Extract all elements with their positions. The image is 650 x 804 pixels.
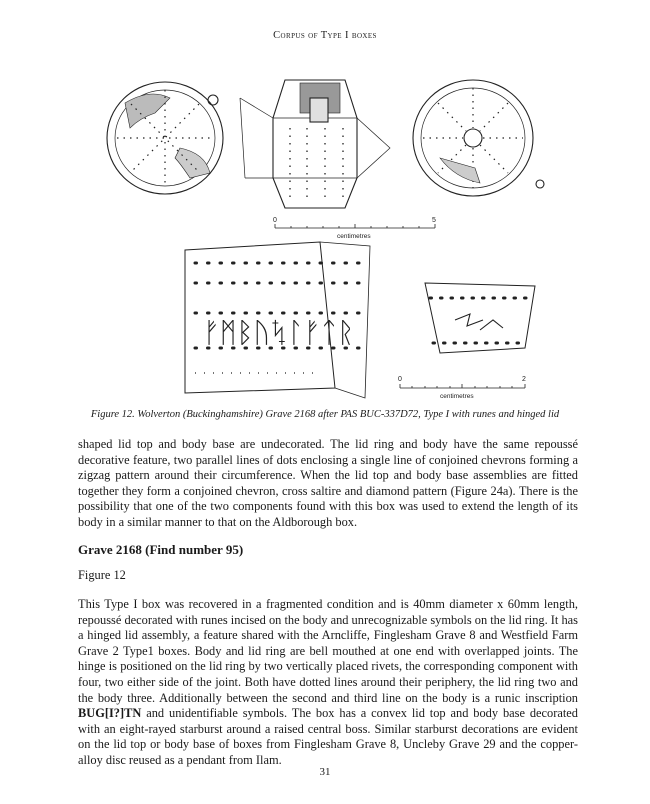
running-head: Corpus of Type I boxes: [273, 30, 377, 41]
scale-bottom-start: 0: [398, 376, 402, 383]
scale-bar-top: [273, 217, 436, 240]
scale-top-end: 5: [432, 217, 436, 224]
runic-transliteration: BUG[I?]TN: [78, 706, 142, 721]
figure-reference: Figure 12: [78, 568, 126, 582]
lid-ring-fragment-drawing: [425, 283, 535, 353]
figure-caption: Figure 12. Wolverton (Buckinghamshire) Grave 2168 after PAS BUC-337D72, Type I with runes and hinged lid: [90, 409, 560, 420]
figure-12-drawing: [95, 58, 555, 403]
body-paragraph-1: shaped lid top and body base are undecorated. The lid ring and body have the same repoussé decorative feature, two parallel lines of dots enclosing a single line of conjoined chevrons forming a zigzag pattern around their circumference. When the lid top and body base assemblies are fitted together they form a conjoined chevron, cross saltire and diamond pattern (Figure 24a). There is the possibility that one of the two components found with this box was used to extend the length of its body in a similar manner to that on the Aldborough box.: [78, 437, 578, 529]
scale-top-start: 0: [273, 217, 277, 224]
rune-inscription: ᚠᛗᛒᚢᛪᛚᚠᛏᚱ: [203, 316, 355, 349]
scale-bottom-unit: centimetres: [440, 393, 474, 400]
page-number: 31: [319, 766, 331, 778]
lid-top-drawing: [107, 82, 223, 194]
section-heading: Grave 2168 (Find number 95): [78, 542, 244, 557]
body-base-drawing: [413, 80, 544, 196]
scale-bottom-end: 2: [522, 376, 526, 383]
body-paragraph-2: [78, 597, 578, 769]
paragraph-2-part-2: and unidentifiable symbols. The box has a convex lid top and body base decorated with an eight-rayed starburst around a raised central boss. Similar starburst decorations are evident on the lid top or body base of boxes from Finglesham Grave 8, Uncleby Grave 29 and the copper-alloy disc reused as a pendant from Ilam.: [78, 706, 578, 767]
paragraph-2-part-1: This Type I box was recovered in a fragmented condition and is 40mm diameter x 60mm length, repoussé decorated with runes incised on the body and unrecognizable symbols on the lid ring. It has a hinged lid assembly, a feature shared with the Arncliffe, Finglesham Grave 8 and Westfield Farm Grave 2 Type1 boxes. Body and lid ring are bell mouthed at one end with overlapped joints. The hinge is positioned on the lid ring by two vertically placed rivets, the corresponding component with four, two either side of the joint. Both have dotted lines around their periphery, the lid ring two and the body three. Additionally between the second and third line on the body is a runic inscription: [78, 597, 578, 705]
box-body-drawing: [240, 80, 390, 208]
rune-band-drawing: [185, 242, 370, 398]
scale-top-unit: centimetres: [337, 233, 371, 240]
scale-bar-bottom: [398, 376, 526, 400]
